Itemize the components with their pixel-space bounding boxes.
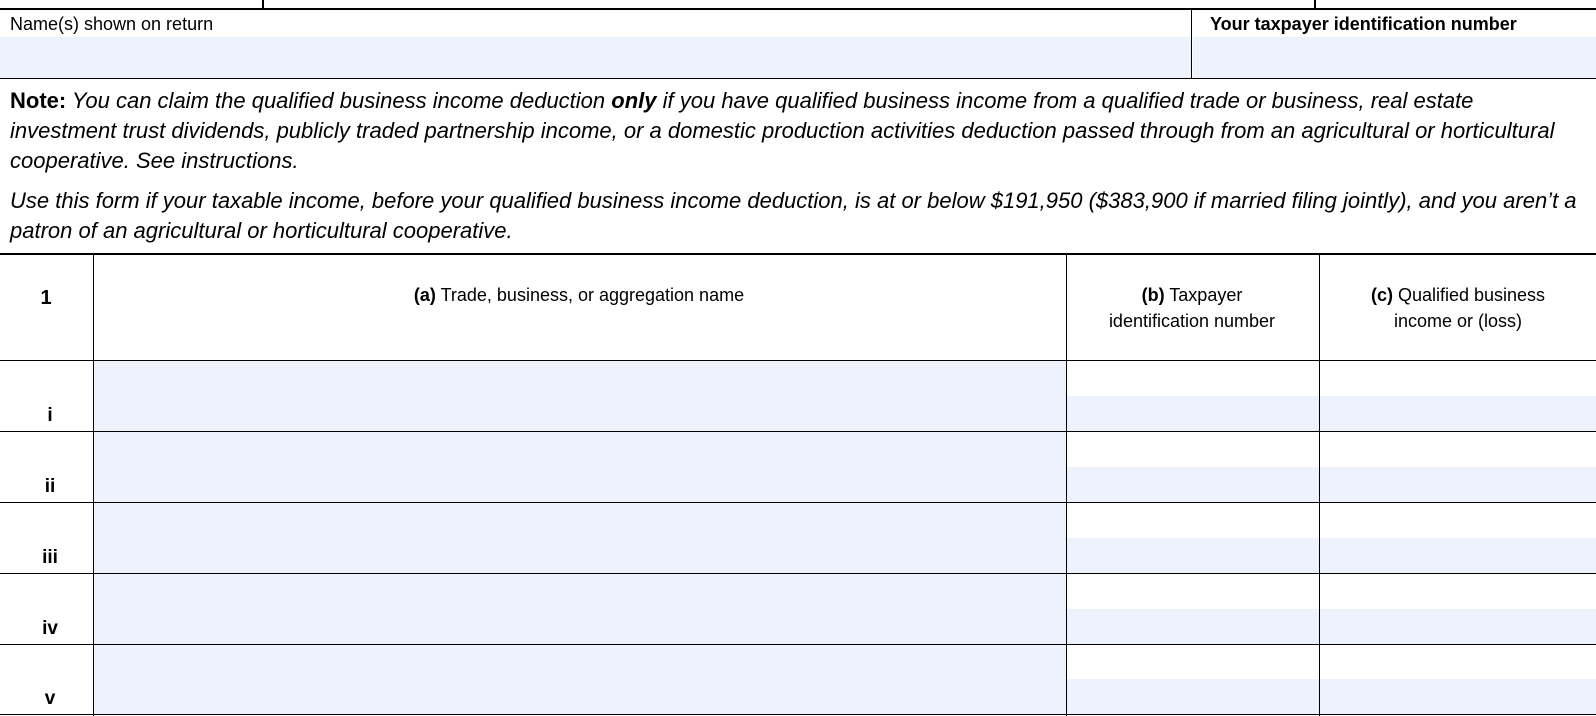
line-number: 1 [40,287,52,309]
use-form-instructions: Use this form if your taxable income, before your qualified business income deduction, is at or below $191,950 ($383,900 if married filing jointly), and you aren’t a patron of an agricultural or horticultural cooperative. [10,188,1577,243]
row-i-name-field[interactable] [94,361,1066,431]
note-emphasis: only [611,88,657,113]
row-i-label: i [47,405,53,426]
row-iv-label: iv [42,618,58,639]
names-label: Name(s) shown on return [10,14,214,34]
top-divider-tick [262,0,264,9]
row-iii-income-field[interactable] [1320,538,1596,573]
row-iv-name-field[interactable] [94,574,1066,644]
row-iii-label: iii [42,547,58,568]
row-v-tin-field[interactable] [1067,679,1319,714]
row-i-income-field[interactable] [1320,396,1596,431]
row-iii-tin-field[interactable] [1067,538,1319,573]
table-top-rule [0,253,1596,255]
taxpayer-id-field[interactable] [1193,37,1596,78]
note-text-before: You can claim the qualified business income deduction [66,88,612,113]
row-ii-name-field[interactable] [94,432,1066,502]
note-label: Note: [10,88,67,113]
row-i-tin-field[interactable] [1067,396,1319,431]
column-c-header: (c) Qualified business income or (loss) [1370,285,1546,331]
note-paragraph [10,86,1580,176]
column-a-header: (a) Trade, business, or aggregation name [413,285,745,305]
row-v-name-field[interactable] [94,645,1066,714]
row-iv-tin-field[interactable] [1067,609,1319,644]
table-bottom-rule [0,714,1596,715]
row-v-income-field[interactable] [1320,679,1596,714]
row-iii-name-field[interactable] [94,503,1066,573]
header-divider [1191,10,1192,78]
row-v-label: v [44,688,56,709]
names-field[interactable] [0,37,1191,78]
top-rule [0,8,1596,10]
taxpayer-id-label: Your taxpayer identification number [1210,14,1517,34]
note-text-after: if you have qualified business income from a qualified trade or business, real estate investment trust dividends, publicly traded partnership income, or a domestic production activities deduction passed through from an agricultural or horticultural cooperative. See instructions. [10,88,1555,173]
row-ii-income-field[interactable] [1320,467,1596,502]
row-iv-income-field[interactable] [1320,609,1596,644]
row-ii-tin-field[interactable] [1067,467,1319,502]
column-b-header: (b) Taxpayer identification number [1108,285,1276,331]
row-ii-label: ii [44,476,56,497]
top-divider-tick [1314,0,1316,9]
header-bottom-rule [0,78,1596,79]
